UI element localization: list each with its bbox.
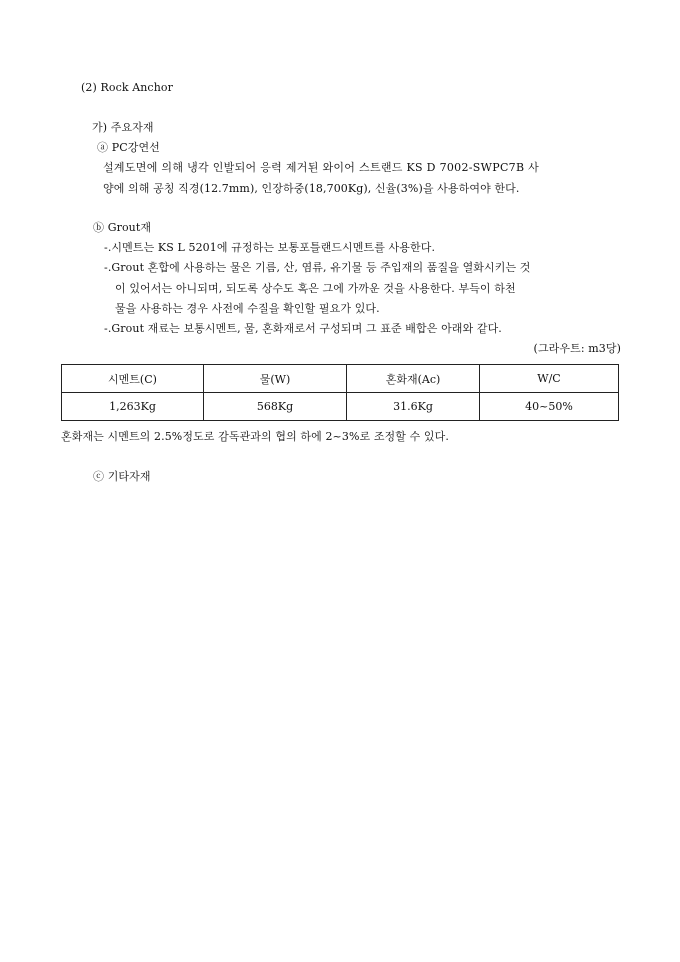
unit-note: (그라우트: m3당) xyxy=(533,342,621,355)
value-cement: 1,263Kg xyxy=(62,393,204,421)
subsection-title: 가) 주요자재 xyxy=(92,121,154,134)
value-admixture: 31.6Kg xyxy=(347,393,480,421)
item-c-heading: ⓒ 기타자재 xyxy=(93,470,151,483)
header-cement: 시멘트(C) xyxy=(62,365,204,393)
table-header-row xyxy=(62,365,619,393)
item-b-bullet-1: -.시멘트는 KS L 5201에 규정하는 보통포틀랜드시멘트를 사용한다. xyxy=(104,241,436,254)
item-b-bullet-3: -.Grout 재료는 보통시멘트, 물, 혼화재로서 구성되며 그 표준 배합은 아래와 같다. xyxy=(104,322,502,335)
item-b-bullet-2-line-3: 물을 사용하는 경우 사전에 수질을 확인할 필요가 있다. xyxy=(115,302,380,315)
item-b-heading: ⓑ Grout재 xyxy=(93,221,152,234)
value-wc-ratio: 40~50% xyxy=(480,393,619,421)
table-note: 혼화재는 시멘트의 2.5%정도로 감독관과의 협의 하에 2~3%로 조정할 수 있다. xyxy=(61,430,449,443)
item-b-bullet-2-line-2: 이 있어서는 아니되며, 되도록 상수도 혹은 그에 가까운 것을 사용한다. 부득이 하천 xyxy=(115,282,516,295)
header-wc-ratio: W/C xyxy=(480,365,619,393)
section-title: (2) Rock Anchor xyxy=(81,81,173,94)
item-a-line-1: 설계도면에 의해 냉각 인발되어 응력 제거된 와이어 스트랜드 KS D 7002-SWPC7B 사 xyxy=(103,161,540,174)
header-water: 물(W) xyxy=(204,365,347,393)
item-a-line-2: 양에 의해 공칭 직경(12.7mm), 인장하중(18,700Kg), 신율(3%)을 사용하여야 한다. xyxy=(103,182,520,195)
grout-mix-table xyxy=(61,364,619,421)
value-water: 568Kg xyxy=(204,393,347,421)
header-admixture: 혼화재(Ac) xyxy=(347,365,480,393)
table-row xyxy=(62,393,619,421)
item-a-heading: ⓐ PC강연선 xyxy=(97,141,160,154)
item-b-bullet-2-line-1: -.Grout 혼합에 사용하는 물은 기름, 산, 염류, 유기물 등 주입재의 품질을 열화시키는 것 xyxy=(104,261,531,274)
